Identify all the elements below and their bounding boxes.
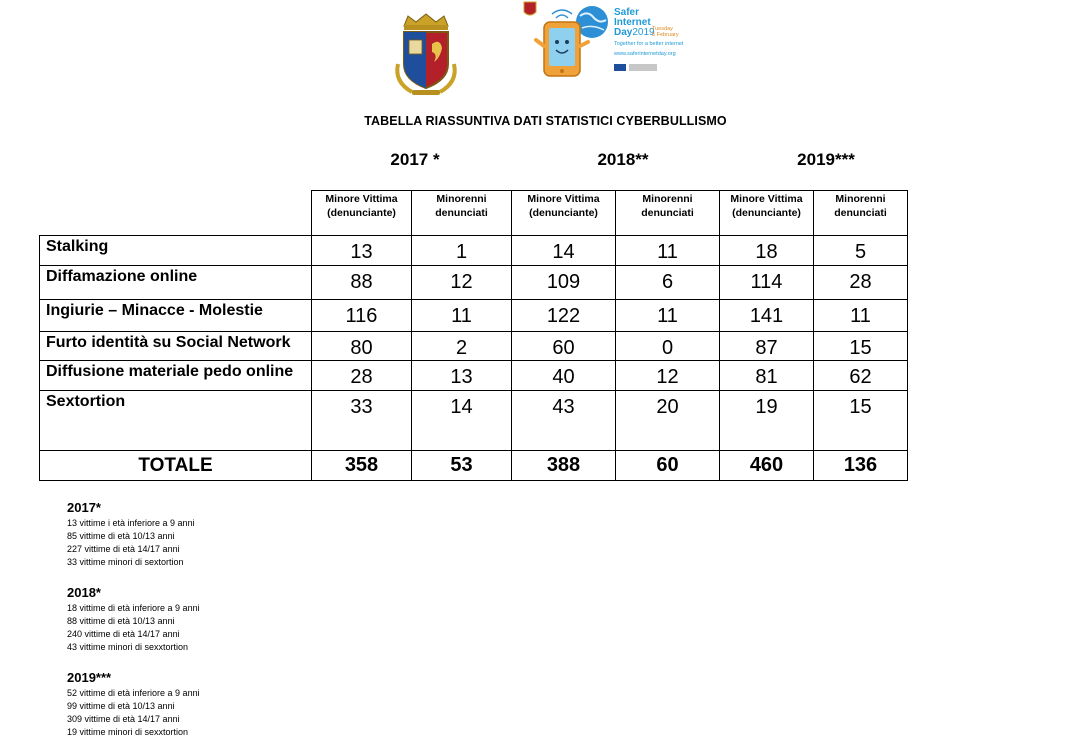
footnote-line: 240 vittime di età 14/17 anni [67, 629, 180, 639]
table-cell: 19 [720, 391, 814, 451]
table-header-row [40, 191, 908, 236]
footnote-line: 88 vittime di età 10/13 anni [67, 616, 175, 626]
partner-logos-icon [629, 64, 657, 71]
footnote-line: 52 vittime di età inferiore a 9 anni [67, 688, 200, 698]
table-cell: 11 [616, 300, 720, 332]
table-total-row [40, 451, 908, 481]
total-cell: 388 [512, 451, 616, 481]
eu-flag-icon [614, 64, 626, 71]
table-cell: 11 [616, 236, 720, 266]
table-row [40, 266, 908, 300]
table-cell: 6 [616, 266, 720, 300]
row-label: Sextortion [40, 391, 312, 451]
row-label: Furto identità su Social Network [40, 332, 312, 361]
document-title: TABELLA RIASSUNTIVA DATI STATISTICI CYBERBULLISMO [364, 114, 727, 128]
row-label: Stalking [40, 236, 312, 266]
footnote-title: 2018* [67, 585, 101, 600]
table-cell: 40 [512, 361, 616, 391]
table-cell: 14 [512, 236, 616, 266]
table-cell: 88 [312, 266, 412, 300]
table-cell: 28 [312, 361, 412, 391]
table-cell: 2 [412, 332, 512, 361]
table-cell: 11 [814, 300, 908, 332]
police-crest-icon [390, 12, 462, 98]
footnote-2018 [67, 585, 200, 654]
row-label: Ingiurie – Minacce - Molestie [40, 300, 312, 332]
table-cell: 12 [412, 266, 512, 300]
table-cell: 87 [720, 332, 814, 361]
table-cell: 122 [512, 300, 616, 332]
footnote-line: 99 vittime di età 10/13 anni [67, 701, 175, 711]
footnote-line: 18 vittime di età inferiore a 9 anni [67, 603, 200, 613]
header-corner-cell [40, 191, 312, 236]
total-cell: 460 [720, 451, 814, 481]
footnote-line: 85 vittime di età 10/13 anni [67, 531, 175, 541]
table-cell: 28 [814, 266, 908, 300]
safer-internet-day-logo [522, 0, 692, 86]
table-cell: 80 [312, 332, 412, 361]
footnote-line: 13 vittime i età inferiore a 9 anni [67, 518, 195, 528]
sid-url: www.saferinternetday.org [614, 51, 676, 57]
table-cell: 109 [512, 266, 616, 300]
total-cell: 136 [814, 451, 908, 481]
footnote-line: 33 vittime minori di sextortion [67, 557, 184, 567]
table-cell: 60 [512, 332, 616, 361]
column-header: Minorenni denunciati [616, 191, 720, 236]
footnote-line: 309 vittime di età 14/17 anni [67, 714, 180, 724]
statistics-table [39, 190, 908, 481]
table-row [40, 332, 908, 361]
column-header: Minore Vittima (denunciante) [512, 191, 616, 236]
row-label: Diffusione materiale pedo online [40, 361, 312, 391]
table-cell: 116 [312, 300, 412, 332]
footnote-line: 227 vittime di età 14/17 anni [67, 544, 180, 554]
table-cell: 11 [412, 300, 512, 332]
table-cell: 114 [720, 266, 814, 300]
column-header: Minorenni denunciati [814, 191, 908, 236]
table-cell: 1 [412, 236, 512, 266]
table-cell: 20 [616, 391, 720, 451]
table-cell: 81 [720, 361, 814, 391]
column-header: Minore Vittima (denunciante) [720, 191, 814, 236]
table-cell: 18 [720, 236, 814, 266]
total-label: TOTALE [40, 451, 312, 481]
footnote-2019 [67, 670, 200, 739]
table-row [40, 361, 908, 391]
sid-title: Safer Internet Day2019 [614, 7, 655, 38]
table-cell: 62 [814, 361, 908, 391]
table-cell: 13 [312, 236, 412, 266]
column-header: Minore Vittima (denunciante) [312, 191, 412, 236]
sid-tagline: Together for a better internet [614, 41, 684, 47]
table-row [40, 236, 908, 266]
table-cell: 15 [814, 332, 908, 361]
year-heading-2017: 2017 * [390, 150, 440, 169]
table-cell: 43 [512, 391, 616, 451]
sid-date: Tuesday 5 February [652, 26, 679, 38]
table-cell: 12 [616, 361, 720, 391]
total-cell: 358 [312, 451, 412, 481]
footnote-title: 2017* [67, 500, 101, 515]
footnote-title: 2019*** [67, 670, 112, 685]
table-cell: 5 [814, 236, 908, 266]
footnote-line: 19 vittime minori di sexxtortion [67, 727, 189, 737]
tablet-mascot-icon [522, 0, 614, 86]
total-cell: 53 [412, 451, 512, 481]
table-cell: 0 [616, 332, 720, 361]
table-row [40, 300, 908, 332]
table-cell: 141 [720, 300, 814, 332]
table-cell: 13 [412, 361, 512, 391]
table-row [40, 391, 908, 451]
row-label: Diffamazione online [40, 266, 312, 300]
total-cell: 60 [616, 451, 720, 481]
table-cell: 14 [412, 391, 512, 451]
column-header: Minorenni denunciati [412, 191, 512, 236]
table-cell: 33 [312, 391, 412, 451]
footnote-line: 43 vittime minori di sexxtortion [67, 642, 189, 652]
footnote-2017 [67, 500, 195, 569]
table-cell: 15 [814, 391, 908, 451]
year-heading-2018: 2018** [597, 150, 649, 169]
year-heading-2019: 2019*** [797, 150, 855, 169]
